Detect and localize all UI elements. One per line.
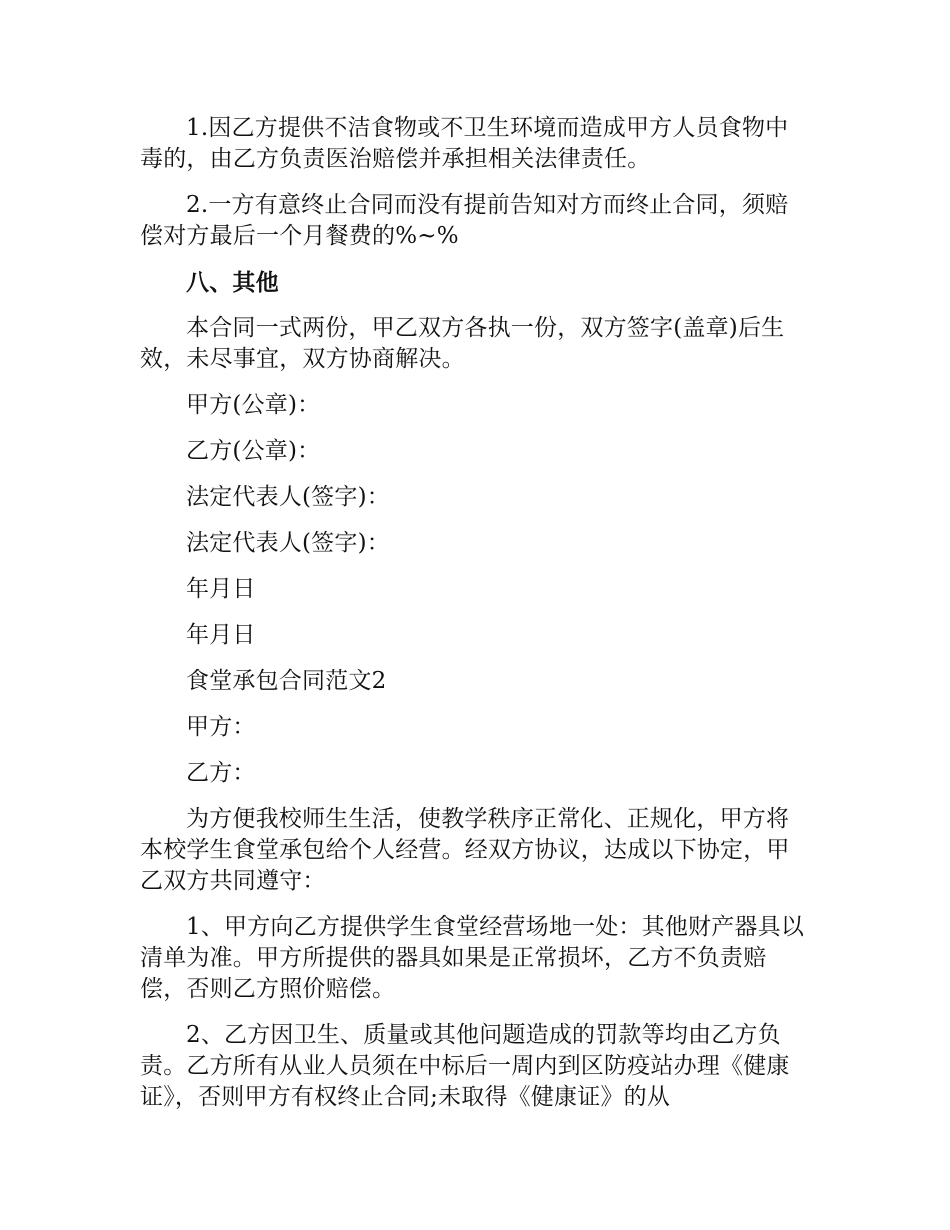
clause-copies: 本合同一式两份，甲乙双方各执一份，双方签字(盖章)后生效，未尽事宜，双方协商解决。 xyxy=(140,315,785,372)
party-b-line: 乙方： xyxy=(186,760,256,786)
date-line-a: 年月日 xyxy=(186,576,256,602)
party-b-seal-line: 乙方(公章)： xyxy=(186,438,321,464)
date-line-b: 年月日 xyxy=(186,622,256,648)
contract-sample-title: 食堂承包合同范文2 xyxy=(186,668,387,694)
clause-hygiene-fines: 2、乙方因卫生、质量或其他问题造成的罚款等均由乙方负责。乙方所有从业人员须在中标后一周内到区防疫站办理《健康证》，否则甲方有权终止合同;未取得《健康证》的从 xyxy=(140,1022,790,1110)
legal-rep-signature-line-a: 法定代表人(签字)： xyxy=(186,484,390,510)
preamble-paragraph: 为方便我校师生生活，使教学秩序正常化、正规化，甲方将本校学生食堂承包给个人经营。经双方协议，达成以下协定，甲乙双方共同遵守： xyxy=(140,806,790,894)
party-a-line: 甲方： xyxy=(186,714,256,740)
clause-early-termination: 2.一方有意终止合同而没有提前告知对方而终止合同，须赔偿对方最后一个月餐费的%~% xyxy=(140,192,789,249)
document-body xyxy=(140,113,810,1128)
party-a-seal-line: 甲方(公章)： xyxy=(186,392,321,418)
section-heading-other: 八、其他 xyxy=(186,269,279,296)
legal-rep-signature-line-b: 法定代表人(签字)： xyxy=(186,530,390,556)
clause-premises: 1、甲方向乙方提供学生食堂经营场地一处：其他财产器具以清单为准。甲方所提供的器具如果是正常损坏，乙方不负责赔偿，否则乙方照价赔偿。 xyxy=(140,914,805,1002)
clause-food-poisoning: 1.因乙方提供不洁食物或不卫生环境而造成甲方人员食物中毒的，由乙方负责医治赔偿并承担相关法律责任。 xyxy=(140,115,789,172)
